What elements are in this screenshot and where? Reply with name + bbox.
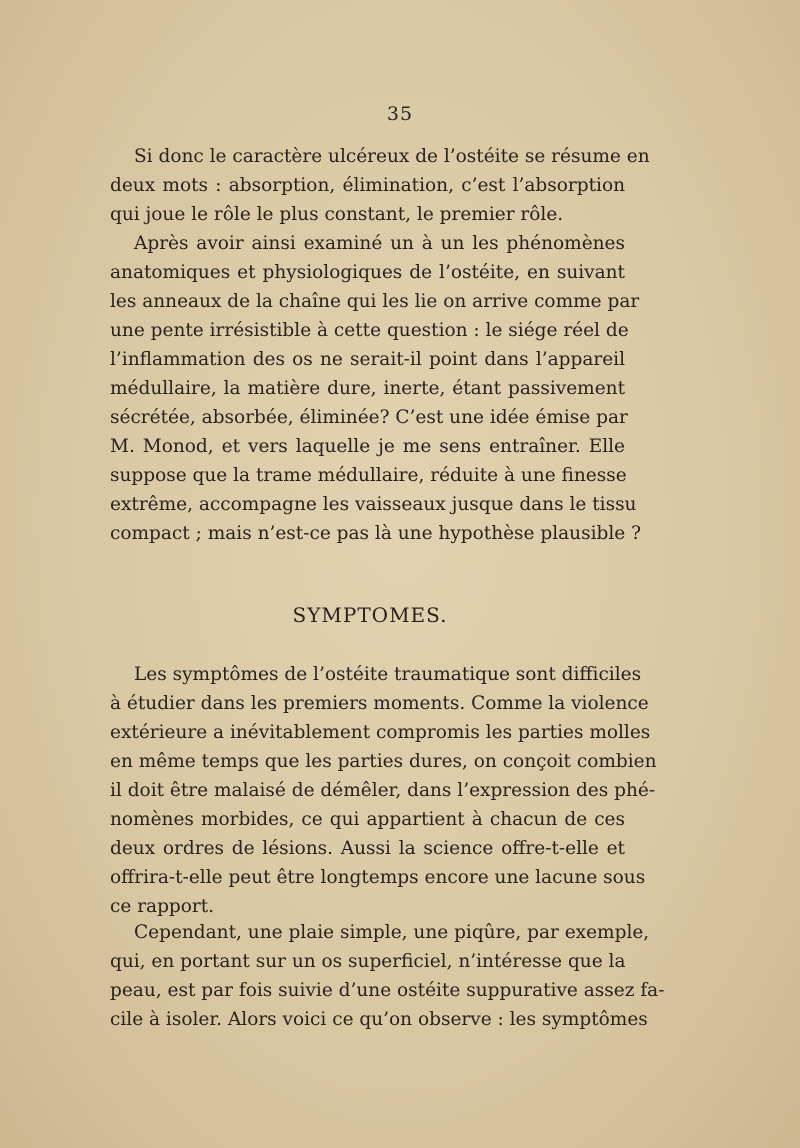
- text-line: deux mots : absorption, élimination, c’est l’absorption: [110, 175, 625, 196]
- text-line: extrême, accompagne les vaisseaux jusque dans le tissu: [110, 494, 637, 515]
- text-line: qui joue le rôle le plus constant, le premier rôle.: [110, 204, 564, 225]
- page-number: 35: [386, 103, 414, 125]
- text-line: suppose que la trame médullaire, réduite à une finesse: [110, 465, 627, 486]
- text-line: ce rapport.: [110, 896, 215, 917]
- text-line: Cependant, une plaie simple, une piqûre, par exemple,: [134, 922, 650, 943]
- text-line: anatomiques et physiologiques de l’ostéite, en suivant: [110, 262, 625, 283]
- text-line: qui, en portant sur un os superficiel, n’intéresse que la: [110, 951, 626, 972]
- text-line: extérieure a inévitablement compromis les parties molles: [110, 722, 651, 743]
- text-line: M. Monod, et vers laquelle je me sens entraîner. Elle: [110, 436, 625, 457]
- text-line: l’inflammation des os ne serait-il point dans l’appareil: [110, 349, 625, 370]
- text-line: une pente irrésistible à cette question : le siége réel de: [110, 320, 629, 341]
- paragraph: [110, 918, 665, 1034]
- text-line: compact ; mais n’est-ce pas là une hypothèse plausible ?: [110, 523, 641, 544]
- section-heading: SYMPTOMES.: [292, 603, 448, 627]
- text-line: nomènes morbides, ce qui appartient à chacun de ces: [110, 809, 625, 830]
- text-line: Après avoir ainsi examiné un à un les phénomènes: [134, 233, 625, 254]
- text-line: cile à isoler. Alors voici ce qu’on observe : les symptômes: [110, 1009, 648, 1030]
- paragraph: [110, 142, 650, 229]
- text-line: peau, est par fois suivie d’une ostéite suppurative assez fa-: [110, 980, 665, 1001]
- text-line: à étudier dans les premiers moments. Comme la violence: [110, 693, 649, 714]
- text-line: en même temps que les parties dures, on conçoit combien: [110, 751, 657, 772]
- text-line: Si donc le caractère ulcéreux de l’ostéite se résume en: [134, 146, 650, 167]
- text-line: il doit être malaisé de démêler, dans l’expression des phé-: [110, 780, 656, 801]
- text-line: Les symptômes de l’ostéite traumatique sont difficiles: [134, 664, 642, 685]
- text-line: les anneaux de la chaîne qui les lie on arrive comme par: [110, 291, 640, 312]
- paragraph: [110, 660, 657, 921]
- text-line: offrira-t-elle peut être longtemps encore une lacune sous: [110, 867, 646, 888]
- text-line: sécrétée, absorbée, éliminée? C’est une idée émise par: [110, 407, 628, 428]
- text-line: médullaire, la matière dure, inerte, étant passivement: [110, 378, 625, 399]
- text-line: deux ordres de lésions. Aussi la science offre-t-elle et: [110, 838, 625, 859]
- paragraph: [110, 229, 641, 548]
